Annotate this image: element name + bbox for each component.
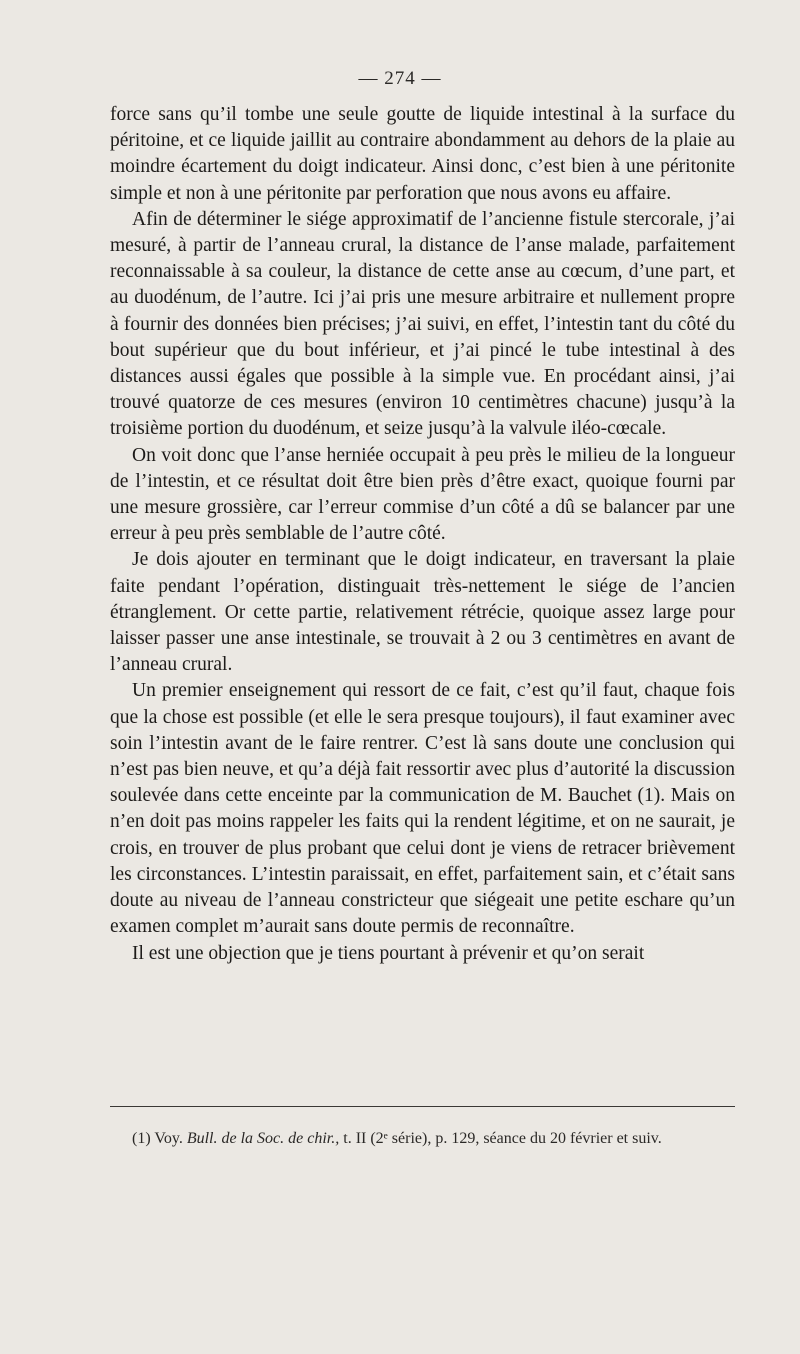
footnote-journal: Bull. de la Soc. de chir., [186,1130,340,1147]
paragraph-4: Je dois ajouter en terminant que le doigt indicateur, en traversant la plaie faite pendant l’opération, distinguait très-nettement le siége de l’ancien étranglement. Or cette partie, relativement rétrécie, quoique assez large pour laisser passer une anse intestinale, se trouvait à 2 ou 3 centimètres en avant de l’anneau crural. [110,549,735,676]
paragraph-2: Afin de déterminer le siége approximatif de l’ancienne fistule stercorale, j’ai mesuré, à partir de l’anneau crural, la distance de l’anse malade, parfaitement reconnaissable à sa couleur, la distance de cette anse au cœcum, d’une part, et au duodénum, de l’autre. Ici j’ai pris une mesure arbitraire et nullement propre à fournir des données bien précises; j’ai suivi, en effet, l’intestin tant du côté du bout supérieur que du bout inférieur, et j’ai pincé le tube intestinal à des distances aussi égales que possible à la simple vue. En procédant ainsi, j’ai trouvé quatorze de ces mesures (environ 10 centimètres chacune) jusqu’à la troisième portion du duodénum, et seize jusqu’à la valvule iléo-cœcale. [110,208,735,440]
paragraph-5: Un premier enseignement qui ressort de ce fait, c’est qu’il faut, chaque fois que la chose est possible (et elle le sera presque toujours), il faut examiner avec soin l’intestin avant de le faire rentrer. C’est là sans doute une conclusion qui n’est pas bien neuve, et qu’a déjà fait ressortir avec plus d’autorité la discussion soulevée dans cette enceinte par la communication de M. Bauchet (1). Mais on n’en doit pas moins rappeler les faits qui la rendent légitime, et on ne saurait, je crois, en trouver de plus probant que celui dont je viens de retracer brièvement les circonstances. L’intestin paraissait, en effet, parfaitement sain, et c’était sans doute au niveau de l’anneau constricteur que siégeait une petite eschare qu’un examen complet m’aurait sans doute permis de reconnaître. [110,680,735,938]
footnote-divider [110,1106,735,1107]
paragraph-1: force sans qu’il tombe une seule goutte de liquide intestinal à la surface du péritoine, et ce liquide jaillit au contraire abondamment au dehors de la plaie au moindre écartement du doigt indicateur. Ainsi donc, c’est bien à une péritonite simple et non à une péritonite par perforation que nous avons eu affaire. [110,104,735,204]
page-number: — 274 — [358,68,442,89]
paragraph-3: On voit donc que l’anse herniée occupait à peu près le milieu de la longueur de l’intestin, et ce résultat doit être bien près d’être exact, quoique fourni par une mesure grossière, car l’erreur commise d’un côté a dû se balancer par une erreur à peu près semblable de l’autre côté. [110,444,735,545]
footnote [110,1128,735,1150]
body-text [110,102,735,967]
footnote-marker: (1) Voy. [132,1130,183,1147]
footnote-details: t. II (2ᵉ série), p. 129, séance du 20 février et suiv. [343,1130,662,1147]
paragraph-6: Il est une objection que je tiens pourtant à prévenir et qu’on serait [132,942,645,964]
